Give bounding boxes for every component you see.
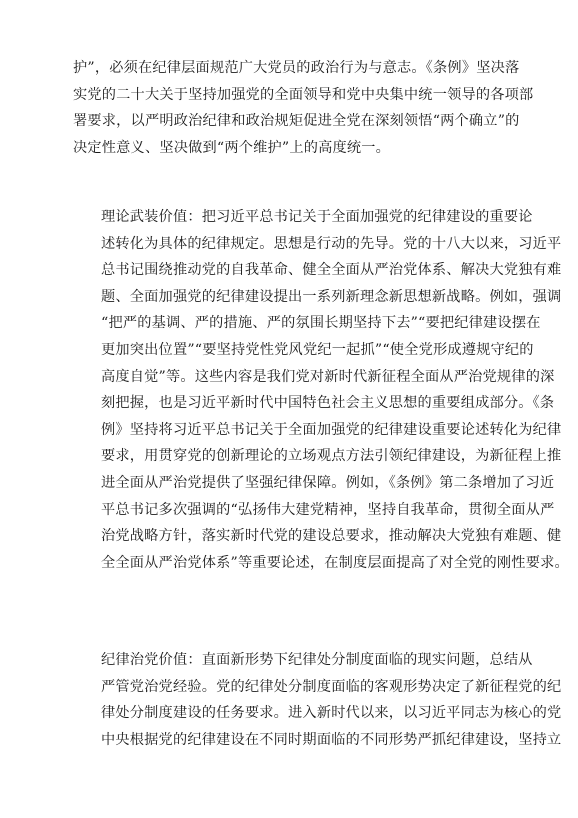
text-line: 刻把握，也是习近平新时代中国特色社会主义思想的重要组成部分。《条 (101, 395, 555, 412)
text-line: 实党的二十大关于坚持加强党的全面领导和党中央集中统一领导的各项部 (73, 86, 534, 103)
text-line: 要求，用贯穿党的创新理论的立场观点方法引领纪律建设，为新征程上推 (101, 448, 562, 465)
paragraph-theoretical-value (73, 204, 569, 576)
text-line: 决定性意义、坚决做到“两个维护”上的高度统一。 (73, 139, 391, 156)
paragraph-political-discipline-continuation (73, 55, 534, 161)
text-line: 中央根据党的纪律建设在不同时期面临的不同形势严抓纪律建设，坚持立 (101, 731, 562, 748)
text-line: 平总书记多次强调的“弘扬伟大建党精神，坚持自我革命，贯彻全面从严 (101, 501, 555, 518)
text-line: 严管党治党经验。党的纪律处分制度面临的客观形势决定了新征程党的纪 (101, 678, 562, 695)
text-line: 全全面从严治党体系”等重要论述，在制度层面提高了对全党的刚性要求。 (101, 554, 569, 571)
text-line: 高度自觉”等。这些内容是我们党对新时代新征程全面从严治党规律的深 (101, 368, 555, 385)
text-line: 治党战略方针，落实新时代党的建设总要求，推动解决大党独有难题、健 (101, 528, 562, 545)
text-line: “把严的基调、严的措施、严的氛围长期坚持下去”“要把纪律建设摆在 (101, 315, 541, 332)
text-line: 护”，必须在纪律层面规范广大党员的政治行为与意志。《条例》坚决落 (73, 60, 520, 76)
text-line: 署要求，以严明政治纪律和政治规矩促进全党在深刻领悟“两个确立”的 (73, 113, 520, 130)
text-line: 进全面从严治党提供了坚强纪律保障。例如，《条例》第二条增加了习近 (101, 474, 555, 491)
text-line: 纪律治党价值：直面新形势下纪律处分制度面临的现实问题，总结从 (101, 652, 533, 668)
paragraph-discipline-governance-value (73, 647, 562, 753)
text-line: 理论武装价值：把习近平总书记关于全面加强党的纪律建设的重要论 (101, 209, 533, 225)
text-line: 律处分制度建设的任务要求。进入新时代以来，以习近平同志为核心的党 (101, 705, 562, 722)
text-line: 总书记围绕推动党的自我革命、健全全面从严治党体系、解决大党独有难 (101, 262, 562, 279)
text-line: 述转化为具体的纪律规定。思想是行动的先导。党的十八大以来，习近平 (101, 235, 562, 252)
text-line: 题、全面加强党的纪律建设提出一系列新理念新思想新战略。例如，强调 (101, 288, 562, 305)
text-line: 例》坚持将习近平总书记关于全面加强党的纪律建设重要论述转化为纪律 (101, 421, 562, 438)
text-line: 更加突出位置”“要坚持党性党风党纪一起抓”“使全党形成遵规守纪的 (101, 341, 534, 358)
